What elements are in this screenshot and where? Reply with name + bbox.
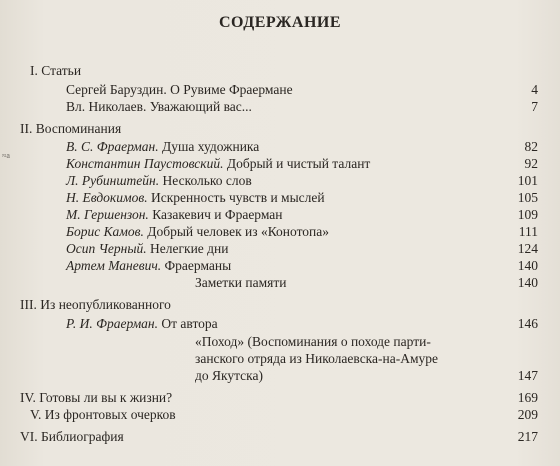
page-number: 109 <box>517 207 538 222</box>
entry-author: Н. Евдокимов. <box>66 190 148 205</box>
entry-text: Вл. Николаев. Уважающий вас... <box>66 99 252 114</box>
margin-mark: ≈a <box>2 151 10 160</box>
entry-text: Душа художника <box>158 139 260 154</box>
entry-text: От автора <box>158 316 218 331</box>
entry-author: Константин Паустовский. <box>66 156 224 171</box>
page-number: 105 <box>517 190 538 205</box>
section-heading <box>0 428 560 446</box>
entry-text: Добрый человек из «Конотопа» <box>143 224 330 239</box>
page-number: 124 <box>517 241 538 256</box>
section-label: III. Из неопубликованного <box>20 297 171 312</box>
toc-entry-continued <box>0 367 560 385</box>
entry-author: М. Гершензон. <box>66 207 149 222</box>
toc-entry <box>0 257 560 275</box>
entry-text: занского отряда из Николаевска-на-Амуре <box>195 351 439 366</box>
toc-entry <box>0 206 560 224</box>
page-number: 7 <box>531 99 538 114</box>
page-number: 101 <box>517 173 538 188</box>
toc-entry <box>0 315 560 333</box>
entry-text: Заметки памяти <box>195 275 287 290</box>
entry-text: Фраерманы <box>161 258 232 273</box>
page-number: 82 <box>524 139 538 154</box>
section-label: V. Из фронтовых очерков <box>30 407 176 422</box>
entry-text: «Поход» (Воспоминания о походе парти- <box>195 334 431 349</box>
entry-text: Искренность чувств и мыслей <box>147 190 325 205</box>
toc-entry <box>0 98 560 116</box>
section-heading <box>0 296 560 314</box>
entry-text: Несколько слов <box>159 173 252 188</box>
toc-entry <box>0 223 560 241</box>
toc-entry <box>0 240 560 258</box>
page-number: 4 <box>531 82 538 97</box>
section-heading <box>0 62 560 80</box>
page-number: 140 <box>517 258 538 273</box>
section-label: IV. Готовы ли вы к жизни? <box>20 390 173 405</box>
page-title: СОДЕРЖАНИЕ <box>218 14 342 31</box>
toc-entry <box>0 189 560 207</box>
page-number: 92 <box>524 156 538 171</box>
entry-author: В. С. Фраерман. <box>66 139 159 154</box>
entry-author: Артем Маневич. <box>66 258 162 273</box>
toc-entry <box>0 155 560 173</box>
page-number: 169 <box>517 390 538 405</box>
section-heading <box>0 406 560 424</box>
toc-entry <box>0 274 560 292</box>
page-number: 140 <box>517 275 538 290</box>
toc-entry <box>0 81 560 99</box>
entry-author: Борис Камов. <box>66 224 144 239</box>
entry-author: Р. И. Фраерман. <box>66 316 159 331</box>
page-number: 111 <box>518 224 538 239</box>
entry-text: Добрый и чистый талант <box>223 156 371 171</box>
entry-text: Сергей Баруздин. О Рувиме Фраермане <box>66 82 293 97</box>
page-number: 209 <box>517 407 538 422</box>
entry-author: Л. Рубинштейн. <box>66 173 160 188</box>
toc-entry-continued <box>0 350 560 368</box>
toc-entry <box>0 333 560 351</box>
entry-author: Осип Черный. <box>66 241 147 256</box>
section-label: I. Статьи <box>30 63 82 78</box>
entry-text: Нелегкие дни <box>146 241 229 256</box>
page-number: 217 <box>517 429 538 444</box>
section-label: VI. Библиография <box>20 429 124 444</box>
page-number: 146 <box>517 316 538 331</box>
page-number: 147 <box>517 368 538 383</box>
entry-text: Казакевич и Фраерман <box>148 207 283 222</box>
section-label: II. Воспоминания <box>20 121 122 136</box>
toc-entry <box>0 172 560 190</box>
section-heading <box>0 120 560 138</box>
section-heading <box>0 389 560 407</box>
entry-text: до Якутска) <box>195 368 264 383</box>
toc-entry <box>0 138 560 156</box>
